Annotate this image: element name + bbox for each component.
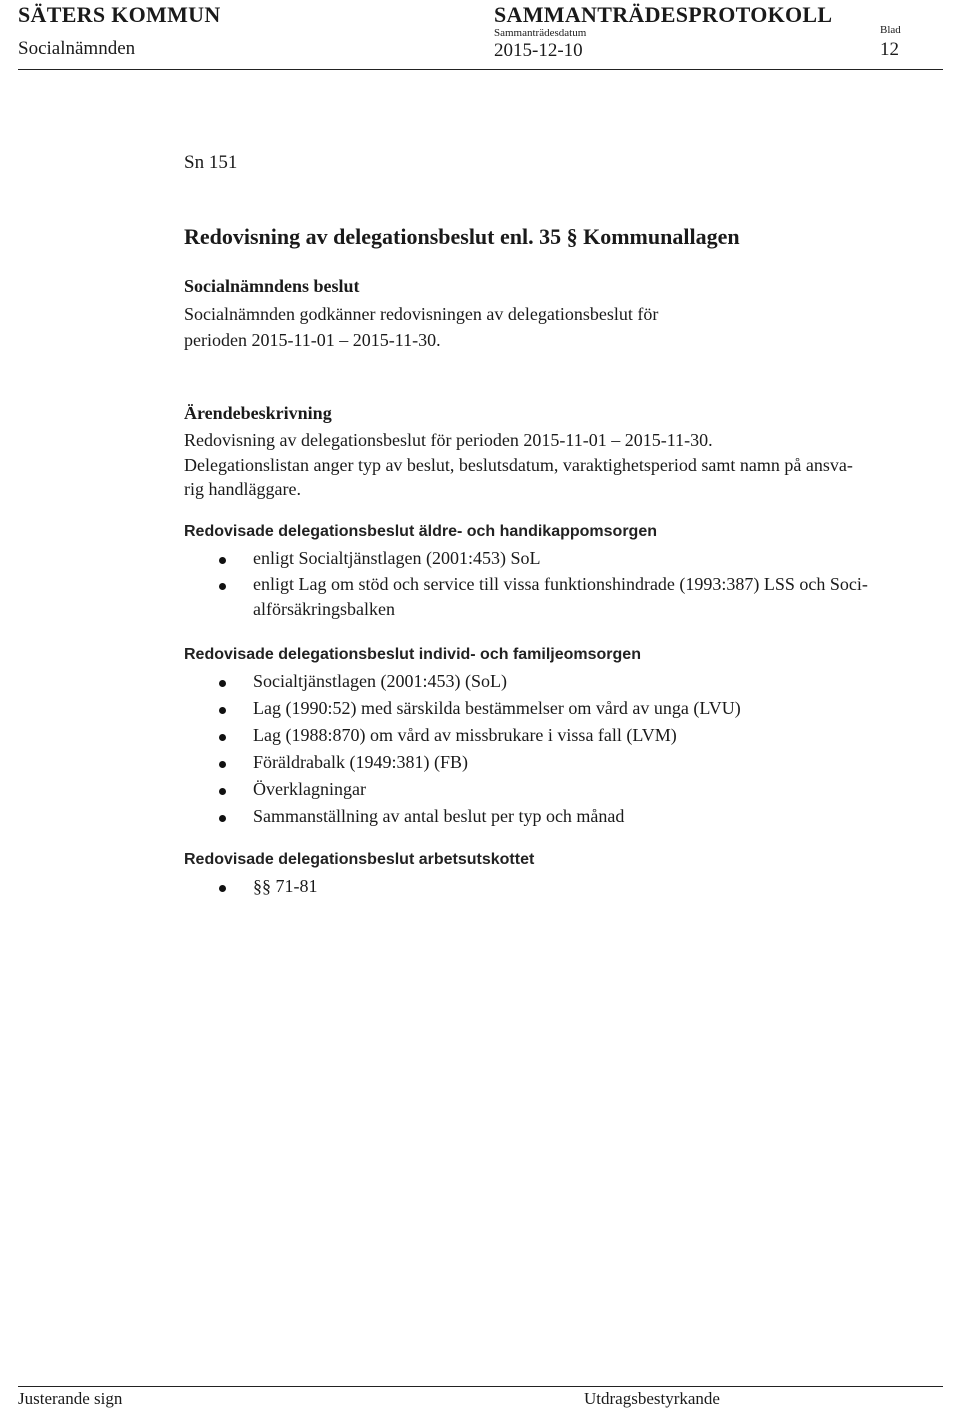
decision-line: perioden 2015-11-01 – 2015-11-30. [184,330,441,350]
bullet-icon [219,815,226,822]
page-number: 12 [880,39,899,60]
list-item: Socialtjänstlagen (2001:453) (SoL) [253,671,507,691]
bullet-icon [219,680,226,687]
description-line: rig handläggare. [184,479,301,499]
bullet-icon [219,734,226,741]
list-item: enligt Lag om stöd och service till vissa funktionshindrade (1993:387) LSS och Soci- [253,574,868,594]
decision-heading: Socialnämndens beslut [184,276,360,296]
bullet-icon [219,885,226,892]
meeting-date: 2015-12-10 [494,40,583,61]
group-heading: Redovisade delegationsbeslut äldre- och handikappomsorgen [184,523,657,540]
bullet-icon [219,761,226,768]
group-heading: Redovisade delegationsbeslut arbetsutskottet [184,851,535,868]
meeting-date-label: Sammanträdesdatum [494,27,587,39]
list-item: Lag (1988:870) om vård av missbrukare i vissa fall (LVM) [253,725,677,745]
group-heading: Redovisade delegationsbeslut individ- och familjeomsorgen [184,646,641,663]
list-item: Föräldrabalk (1949:381) (FB) [253,752,468,772]
list-item: enligt Socialtjänstlagen (2001:453) SoL [253,548,541,568]
bullet-icon [219,557,226,564]
description-heading: Ärendebeskrivning [184,403,332,423]
municipality-name: SÄTERS KOMMUN [18,2,221,27]
header-divider [18,69,943,70]
section-number: Sn 151 [184,152,238,173]
committee-name: Socialnämnden [18,38,136,59]
list-item: Sammanställning av antal beslut per typ och månad [253,806,625,826]
bullet-icon [219,788,226,795]
footer-initials-label: Justerande sign [18,1389,123,1408]
list-item: §§ 71-81 [253,876,318,896]
description-line: Delegationslistan anger typ av beslut, beslutsdatum, varaktighetsperiod samt namn på ansva- [184,455,853,475]
list-item: Överklagningar [253,779,366,799]
description-line: Redovisning av delegationsbeslut för perioden 2015-11-01 – 2015-11-30. [184,430,713,450]
document-type: SAMMANTRÄDESPROTOKOLL [494,2,833,27]
bullet-icon [219,583,226,590]
decision-line: Socialnämnden godkänner redovisningen av delegationsbeslut för [184,304,659,324]
bullet-icon [219,707,226,714]
page-title: Redovisning av delegationsbeslut enl. 35 § Kommunallagen [184,224,740,249]
footer-certification-label: Utdragsbestyrkande [584,1389,720,1408]
list-item-continuation: alförsäkringsbalken [253,599,395,619]
footer-divider [18,1386,943,1387]
page-label: Blad [880,24,901,36]
list-item: Lag (1990:52) med särskilda bestämmelser om vård av unga (LVU) [253,698,741,718]
